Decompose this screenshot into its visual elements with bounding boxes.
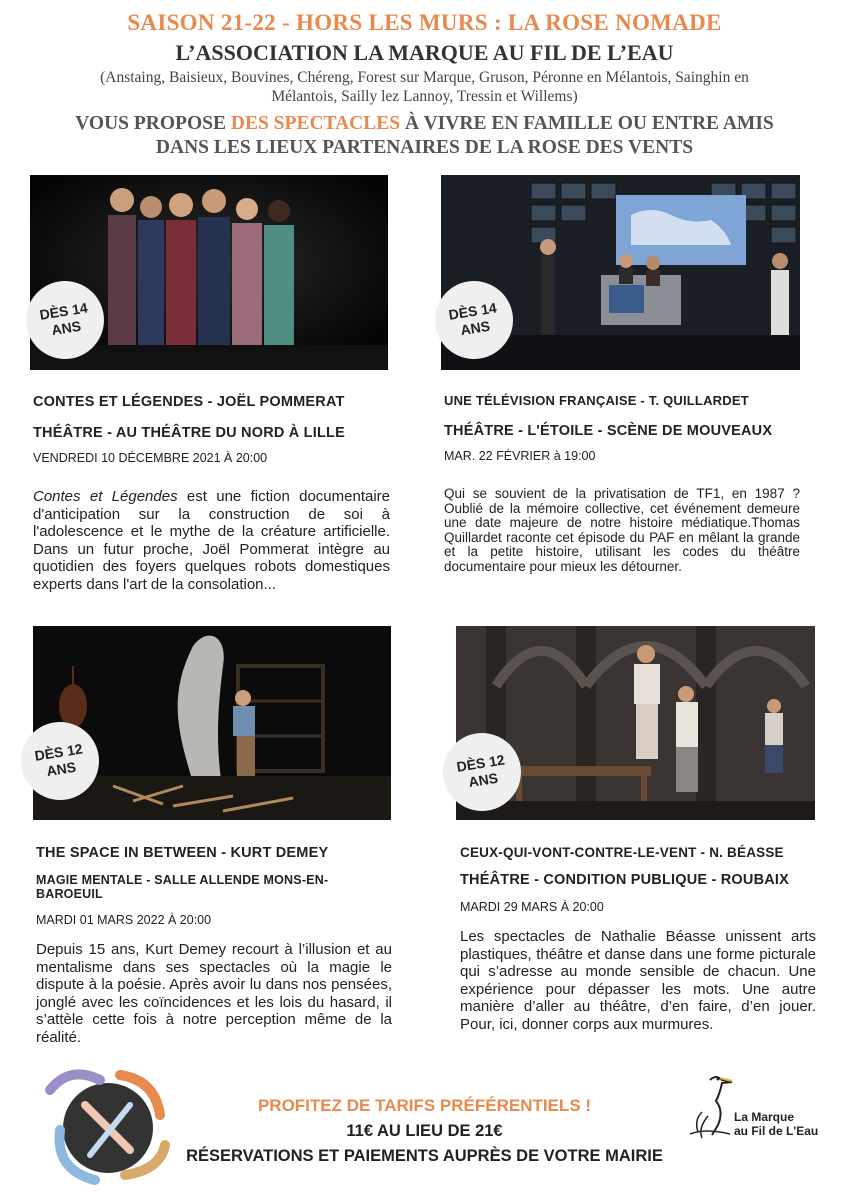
badge-top: DÈS 14 [447,299,498,323]
proposal-before: VOUS PROPOSE [75,113,231,134]
proposal-text [0,112,849,160]
badge-top: DÈS 12 [455,751,506,775]
show-2-description: Qui se souvient de la privatisation de TF1, en 1987 ? Oublié de la mémoire collective, cet événement demeure une date majeure de notre histoire médiatique.Thomas Quillardet raconte cet épisode du PAF en mêlant la grande et la petite histoire, utilisant les codes du théâtre documentaire pour mieux les détourner. [444,486,800,574]
offer-text: PROFITEZ DE TARIFS PRÉFÉRENTIELS ! [257,1096,592,1115]
badge-bottom: ANS [50,317,83,339]
price-text: 11€ AU LIEU DE 21€ [346,1122,503,1140]
show-3-description: Depuis 15 ans, Kurt Demey recourt à l’illusion et au mentalisme dans ses spectacles où la magie le dispute à la poésie. Après avoir lu dans nos pensées, jonglé avec les coïncidences et les lois du hasard, il s’attèle cette fois à notre perception même de la réalité. [36,941,392,1046]
la-marque-logo [680,1072,830,1142]
show-1-date: VENDREDI 10 DÉCEMBRE 2021 À 20:00 [33,451,268,465]
badge-top: DÈS 12 [33,740,84,764]
towns-line-2: Mélantois, Sailly lez Lannoy, Tressin et Willems) [271,88,578,105]
towns-list [40,68,809,106]
badge-bottom: ANS [459,317,492,339]
heron-icon [680,1072,740,1142]
show-3-title: THE SPACE IN BETWEEN - KURT DEMEY [36,845,329,861]
show-2-title: UNE TÉLÉVISION FRANÇAISE - T. QUILLARDET [444,393,749,408]
proposal-accent: DES SPECTACLES [230,113,401,134]
badge-bottom: ANS [45,758,78,780]
show-4-subtitle: THÉÂTRE - CONDITION PUBLIQUE - ROUBAIX [460,872,790,888]
show-3-info [36,845,392,1046]
season-title: SAISON 21-22 - HORS LES MURS : LA ROSE NOMADE [127,10,722,35]
la-marque-logo-text [734,1110,818,1138]
show-3-subtitle: MAGIE MENTALE - SALLE ALLENDE MONS-EN-BAROEUIL [36,873,329,901]
proposal-line-2: DANS LES LIEUX PARTENAIRES DE LA ROSE DES VENTS [155,137,694,158]
page-header [0,8,849,160]
show-4-title: CEUX-QUI-VONT-CONTRE-LE-VENT - N. BÉASSE [460,845,784,860]
show-1-subtitle: THÉÂTRE - AU THÉÂTRE DU NORD À LILLE [33,425,345,441]
show-4-date: MARDI 29 MARS À 20:00 [460,900,604,914]
show-3-photo [33,626,391,820]
proposal-after: À VIVRE EN FAMILLE OU ENTRE AMIS [400,113,774,134]
show-1-title: CONTES ET LÉGENDES - JOËL POMMERAT [33,394,345,410]
show-2-subtitle: THÉÂTRE - L'ÉTOILE - SCÈNE DE MOUVEAUX [444,423,773,439]
booking-text: RÉSERVATIONS ET PAIEMENTS AUPRÈS DE VOTRE MAIRIE [186,1147,663,1165]
association-name: L’ASSOCIATION LA MARQUE AU FIL DE L’EAU [175,40,674,65]
towns-line-1: (Anstaing, Baisieux, Bouvines, Chéreng, Forest sur Marque, Gruson, Péronne en Mélantois, Sainghin en [100,69,749,86]
badge-top: DÈS 14 [38,299,89,323]
badge-bottom: ANS [467,769,500,791]
show-1-info [33,394,390,593]
show-2-date: MAR. 22 FÉVRIER à 19:00 [444,449,596,463]
show-2-info [444,393,800,574]
logo-line-2: au Fil de L'Eau [734,1124,819,1138]
show-1-desc-text: est une fiction documentaire d'anticipation sur la construction de soi à l'adolescence et le mythe de la créature artificielle. Dans un futur proche, Joël Pommerat intègre au quotidien des foyers quelques robots domestiques experts dans l'art de la consolation... [33,488,390,593]
show-1-desc-italic: Contes et Légendes [33,488,178,505]
show-1-description [33,488,390,593]
show-4-info [460,845,816,1033]
show-4-description: Les spectacles de Nathalie Béasse unissent arts plastiques, théâtre et danse dans une forme picturale qui s’adresse au monde sensible de chacun. Une expérience pour dépasser les mots. Une autre manière d’aller au théâtre, d’en faire, d’en jouer. Pour, ici, donner corps aux murmures. [460,928,816,1033]
show-3-date: MARDI 01 MARS 2022 À 20:00 [36,913,212,927]
logo-line-1: La Marque [734,1110,795,1124]
